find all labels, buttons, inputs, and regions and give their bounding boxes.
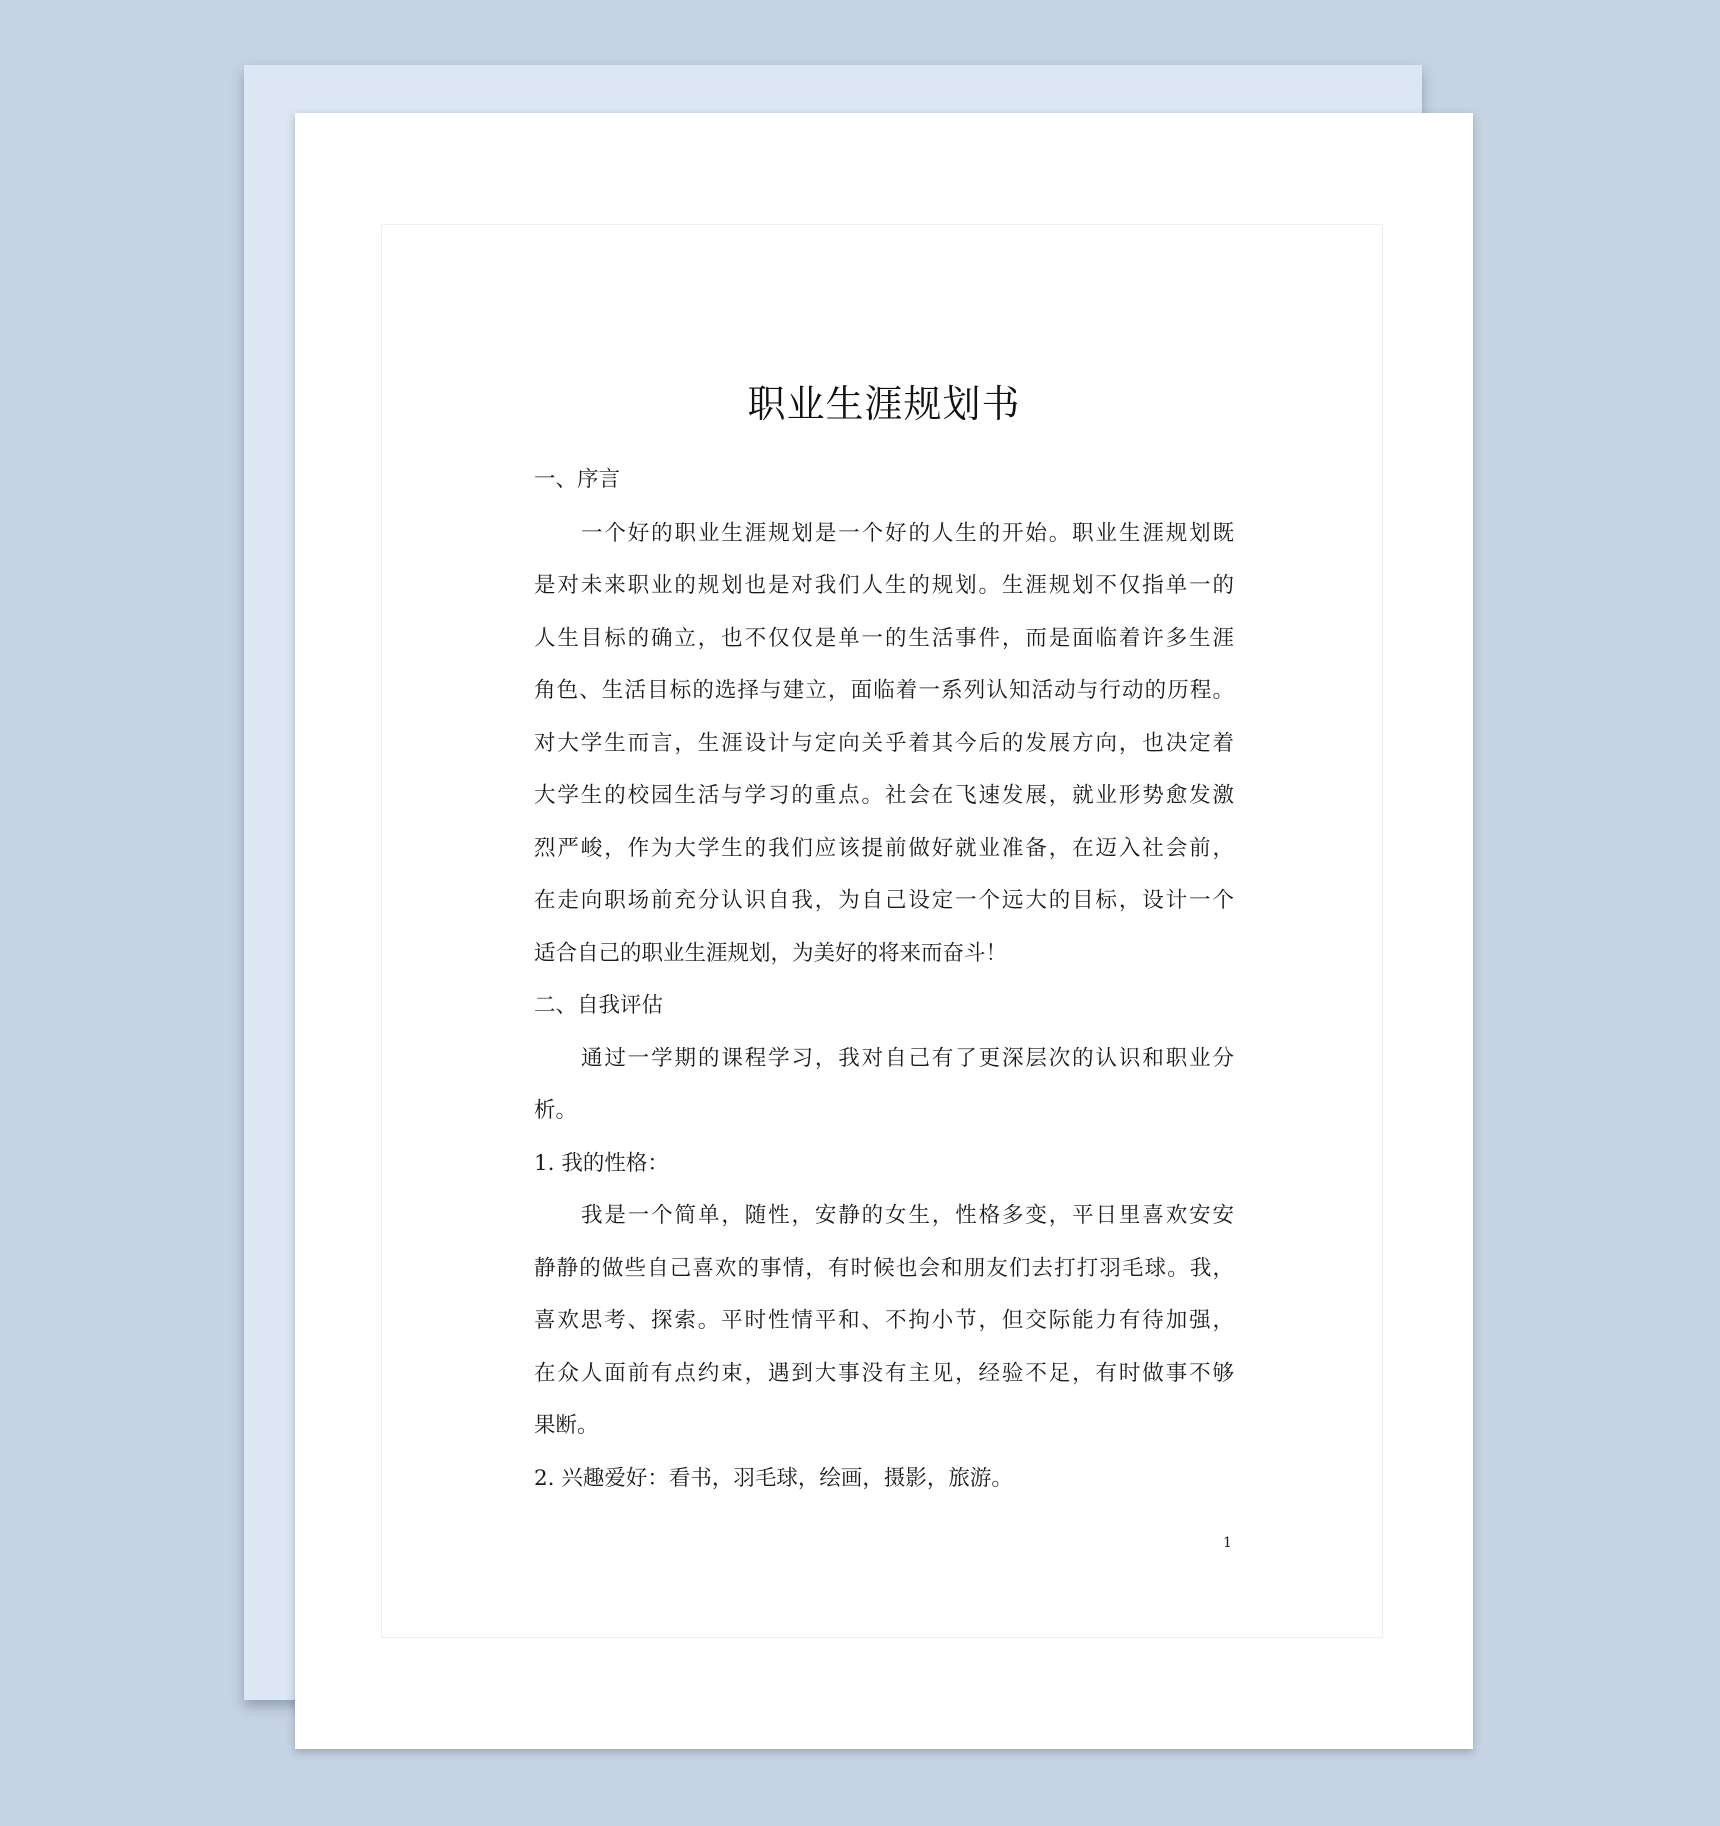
- paragraph-line: 人生目标的确立，也不仅仅是单一的生活事件，而是面临着许多生涯: [534, 626, 1234, 651]
- paragraph-line: 角色、生活目标的选择与建立，面临着一系列认知活动与行动的历程。: [534, 678, 1234, 703]
- item-hobbies: 2. 兴趣爱好：看书，羽毛球，绘画，摄影，旅游。: [534, 1466, 1013, 1491]
- item-heading-personality: 1. 我的性格：: [534, 1151, 669, 1176]
- paragraph-line: 喜欢思考、探索。平时性情平和、不拘小节，但交际能力有待加强，: [534, 1308, 1234, 1333]
- front-page-sheet: [295, 113, 1473, 1749]
- paragraph-line: 适合自己的职业生涯规划，为美好的将来而奋斗！: [534, 941, 1008, 966]
- paragraph-line: 在走向职场前充分认识自我，为自己设定一个远大的目标，设计一个: [534, 888, 1234, 913]
- paragraph-line: 一个好的职业生涯规划是一个好的人生的开始。职业生涯规划既: [581, 521, 1234, 546]
- paragraph-line: 通过一学期的课程学习，我对自己有了更深层次的认识和职业分: [581, 1046, 1234, 1071]
- paragraph-line: 对大学生而言，生涯设计与定向关乎着其今后的发展方向，也决定着: [534, 731, 1234, 756]
- paragraph-line: 静静的做些自己喜欢的事情，有时候也会和朋友们去打打羽毛球。我，: [534, 1256, 1234, 1281]
- paragraph-line: 烈严峻，作为大学生的我们应该提前做好就业准备，在迈入社会前，: [534, 836, 1234, 861]
- page-number: 1: [1223, 1535, 1232, 1551]
- paragraph-line: 是对未来职业的规划也是对我们人生的规划。生涯规划不仅指单一的: [534, 573, 1234, 598]
- document-title: 职业生涯规划书: [747, 382, 1021, 426]
- paragraph-line: 大学生的校园生活与学习的重点。社会在飞速发展，就业形势愈发激: [534, 783, 1234, 808]
- section-heading-preface: 一、序言: [534, 467, 621, 492]
- paragraph-line: 我是一个简单，随性，安静的女生，性格多变，平日里喜欢安安: [581, 1203, 1234, 1228]
- paragraph-line: 析。: [534, 1098, 578, 1123]
- paragraph-line: 在众人面前有点约束，遇到大事没有主见，经验不足，有时做事不够: [534, 1361, 1234, 1386]
- section-heading-self-assessment: 二、自我评估: [534, 993, 664, 1018]
- paragraph-line: 果断。: [534, 1413, 599, 1438]
